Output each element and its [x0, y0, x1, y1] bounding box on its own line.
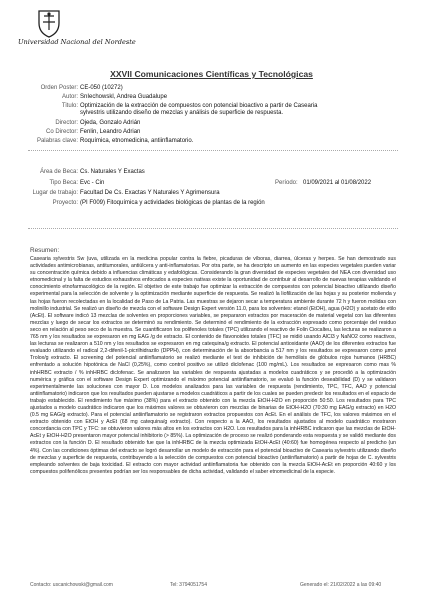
titulo-line: Optimización de la extracción de compuestos con potencial bioactivo a partir de Casearia [80, 103, 318, 109]
resumen-text: Casearia sylvestris Sw (uva, utilizada en la medicina popular contra la fiebre, picaduras de víboras, diarrea, úlceras y herpes. Se han demostrado sus actividades antimicrobianas, antitumorales, antiúlcera y anti-inflamatorias. Por otra parte, se ha descripto un aumento en las especies vegetales pueden variar su concentración química debido a influencias climáticas y edafológicas. Considerando la gran diversidad de especies vegetales del NEA con diversidad uso etnomedicinal y la falta de estudios exhaustivos enfocados a especies nativas existe la oportunidad de contribuir al desarrollo de nuevas terapias validando el conocimiento etnofarmacológico de la región. El objetivo de este trabajo fue optimizar la extracción de compuestos con potencial bioactivo utilizando diseño experimental para la selección de solvente y la optimización mediante superficie de respuesta. Se realizó la liofilización de las hojas y su posterior molienda y las hojas fueron recolectadas en la localidad de Paso de La Patria. Las muestras se dejaron secar a temperatura ambiente durante 72 h y fueron molidas con molinillo industrial. Se realizó un diseño de mezcla con el software Design Expert versión 11.0, para los solventes: etanol (EtOH), agua (H2O) y acetato de etilo (AcEt). El software indicó 13 mezclas de solventes en proporciones variables, se prepararon extractos por maceración de material vegetal con las diferentes mezclas y luego de secar los extractos se determinó su rendimiento. Se determinó el rendimiento de la extracción expresado como porcentaje del residuo seco en relación al peso seco de la muestra. Se cuantificaron los polifenoles totales (TPC) utilizando el reactivo de Folin Ciocalteu, las lecturas se realizaron a 765 nm y los resultados se expresaron en mg EAG /g de extracto. El contenido de flavonoides totales (TFC) se midió usando AlCl3 y NaNO2 como reactivos, las lecturas se realizaron a 510 nm y los resultados se expresaron en mg catequina/g extracto. El potencial antioxidante (AAO) de los diferentes extractos fue evaluado utilizando el radical 2,2-difenil-1-picrilhidrazilo (DPPH), con determinación de la absorbancia a 517 nm y los resultados se expresaron como µmol Trolox/g extracto. El screening del potencial antiinflamatorio se realizó mediante el test de inhibición de hemólisis de glóbulos rojos humanos (HRBC) enfrentado a solución hipotónica de NaCl (0,25%), como control positivo se utilizó diclofenac (100 mg/mL). Los resultados se expresaron como mas % inhHRBC extracto / % inhHRBC diclofenac. Se analizaron las variables de respuesta ajustadas a modelos cuadráticos y se procedió a la optimización numérica y gráfica con el software Design Expert optimizando el máximo potencial antiinflamatorio, se evaluó la función deseabilidad (D) y se validaron experimentalmente las soluciones con mayor D. Los modelos analizados para las variables de respuesta (rendimiento, TPC, TFC, AAO y potencial antiinflamatorio) indicaron que los resultados pueden ajustarse a modelos cuadráticos a partir de los cuales se pueden predecir los resultados en el espacio de trabajo establecido. El rendimiento fue máximo (38%) para el extracto obtenido con la mezcla EtOH-H2O en proporción 50:50. Los resultados para TPC ajustados a modelo cuadrático indicaron que los máximos valores se obtuvieron con mezclas de binarias de EtOH-H2O (70:30 mg EAG/g extracto) en H2O (0.5 mg EAG/g extracto). Para el potencial antiinflamatorio se registraron extractos propuestos con AcEt. En el análisis de TFC, los valores máximos en el extracto obtenido con EtOH y AcEt (68 mg catequina/g extracto). Con respecto a la AAO, los resultados ajustados al modelo cuadrático mostraron concordancia con TPC y TFC: se obtuvieron valores más altos en los extractos con H2O. Los resultados para la inhHRBC indicaron que las mezclas de EtOH-AcEt y EtOH-H2O presentaron mayor potencial inhibitorio (> 85%). La optimización de proceso se realizó ponderando esta respuesta y se validó mediante dos extractos con la función D. El resultado obtenido fue que la inhHRBC de la mezcla optimizada EtOH-AcEt (40:60) fue homogénea respecto al predicho (un 4%). Con las condiciones óptimas del extracto se logró desarrollar un modelo de extracción para el potencial bioactivo de Casearia sylvestris utilizando diseño de mezclas y superficie de respuesta, contribuyendo a la selección de compuestos con potencial bioactivo (antiinflamatorio) a partir de hojas de C. sylvestris empleando solventes de baja toxicidad. El extracto con mayor actividad antiinflamatoria fue obtenido con la mezcla EtOH-AcEt en proporción 40:60 y los compuestos polifenólicos presentes podrían ser los responsables de dicha actividad, validando el saber etnomedicinal de la especie. [30, 256, 396, 475]
university-crest-icon [36, 8, 62, 38]
orden-label: Orden Poster: [40, 85, 78, 91]
codirector-label: Co Director: [45, 129, 78, 135]
divider [28, 228, 398, 229]
footer-phone: Tel: 3794051754 [170, 582, 207, 588]
footer-generated: Generado el: 21/02/2022 a las 09:40 [300, 582, 382, 588]
director-value: Ojeda, Gonzalo Adrián [80, 120, 141, 126]
divider [28, 150, 398, 151]
resumen-label: Resumen: [30, 247, 60, 254]
lugar-label: Lugar de trabajo: [32, 190, 78, 196]
university-name: Universidad Nacional del Nordeste [18, 38, 136, 46]
titulo-value [80, 103, 400, 117]
lugar-value: Facultad De Cs. Exactas Y Naturales Y Agrimensura [80, 190, 220, 196]
palabras-value: Roquímica, etnomedicina, antiinflamatorio. [80, 138, 194, 144]
university-logo [18, 8, 168, 60]
autor-value: SnIechowskl, Andrea Guadalupe [80, 94, 168, 100]
tipo-label: Tipo Beca: [49, 180, 78, 186]
area-value: Cs. Naturales Y Exactas [80, 169, 145, 175]
autor-label: Autor: [61, 94, 78, 100]
footer-contact: Contacto: uscanichowski@gmail.com [30, 582, 113, 588]
periodo-label: Período: [275, 180, 298, 186]
titulo-line: sylvestris utilizando diseño de mezclas y análisis de superficie de respuesta. [80, 110, 284, 116]
titulo-label: Titulo: [61, 103, 78, 109]
tipo-value: Evc - Cin [80, 180, 105, 186]
conference-title: XXVII Comunicaciones Científicas y Tecnológicas [110, 69, 313, 79]
proyecto-label: Proyecto: [52, 200, 78, 206]
director-label: Director: [55, 120, 78, 126]
palabras-label: Palabras clave: [36, 138, 78, 144]
orden-value: CE-050 (10272) [80, 85, 123, 91]
area-label: Área de Beca: [39, 169, 78, 175]
proyecto-value: (PI F009) Fitoquímica y actividades biológicas de plantas de la región [80, 200, 265, 206]
periodo-value: 01/09/2021 al 01/08/2022 [303, 180, 372, 186]
codirector-value: Fenlin, Leandro Adrian [80, 129, 141, 135]
